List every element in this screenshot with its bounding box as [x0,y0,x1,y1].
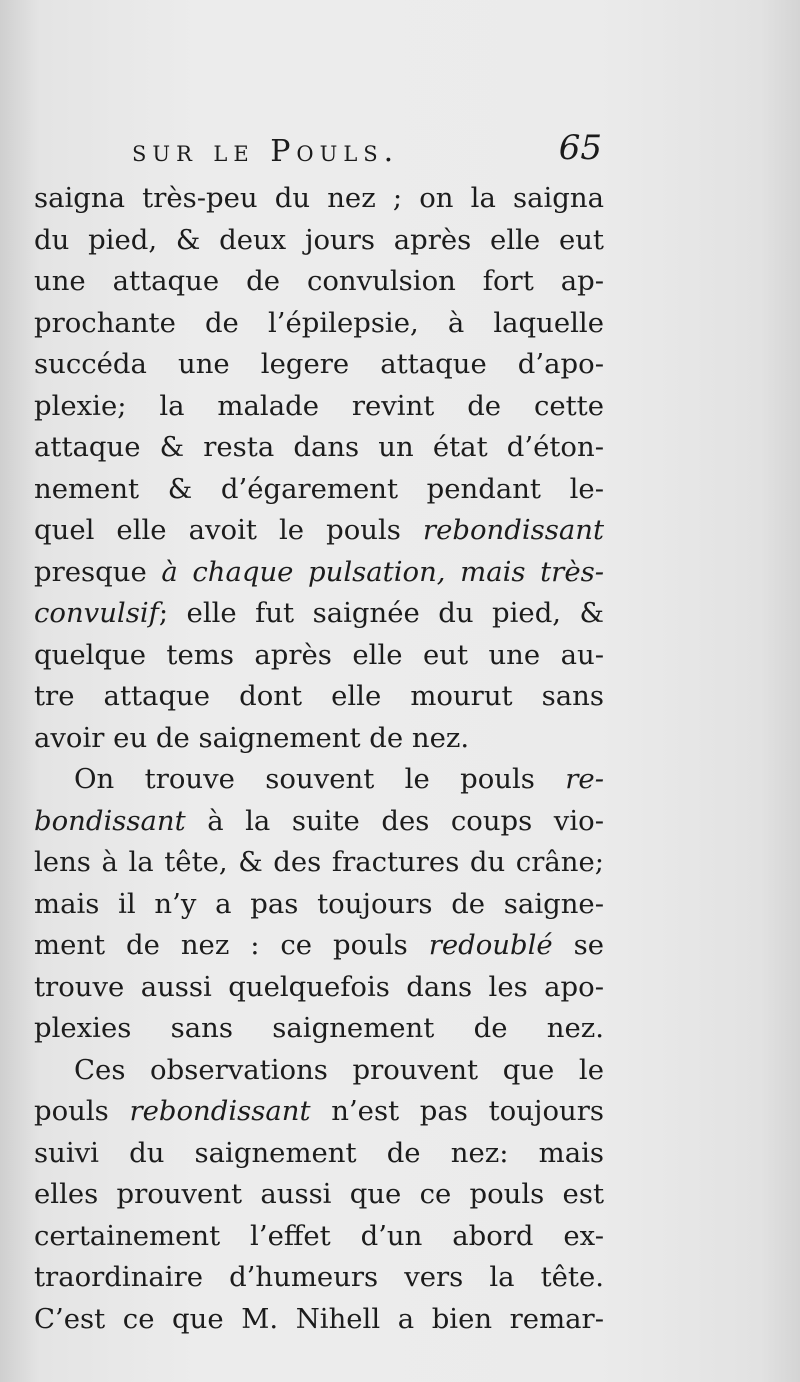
text-line [34,759,604,801]
text-line [34,925,604,967]
text-line [34,801,604,843]
text-segment: presque [34,555,162,588]
text-line [34,676,604,718]
body-text [34,178,604,1340]
text-segment: nement & d’égarement pendant le- [34,472,604,505]
text-segment: prochante de l’épilepsie, à laquelle [34,306,604,339]
text-line [34,552,604,594]
text-segment: pouls [34,1095,130,1127]
text-segment: quelque tems après elle eut une au- [34,638,604,671]
text-line [34,427,604,469]
text-line [34,884,604,926]
text-segment: ment de nez : ce pouls [34,929,429,961]
text-segment: attaque & resta dans un état d’éton- [34,431,604,463]
text-segment: ; elle fut saignée du pied, & [158,597,604,629]
text-line [34,1174,604,1216]
text-segment: tre attaque dont elle mourut sans [34,680,604,712]
text-line [34,1091,604,1133]
text-line [34,718,604,760]
text-line [34,303,604,345]
text-line [34,386,604,428]
text-segment: succéda une legere attaque d’apo- [34,348,604,380]
text-segment: plexie; la malade revint de cette [34,389,604,422]
text-line [34,1257,604,1299]
italic-text: redoublé [428,929,553,961]
text-segment: On trouve souvent le pouls [74,763,566,795]
text-segment: n’est pas toujours [310,1095,604,1127]
italic-text: re- [565,763,604,795]
text-line [34,1050,604,1092]
text-line [34,1008,604,1050]
text-line [34,635,604,677]
running-head: sur le Pouls. [132,134,400,169]
text-segment: du pied, & deux jours après elle eut [34,223,604,256]
text-segment: suivi du saignement de nez: mais [34,1136,604,1169]
text-line [34,469,604,511]
text-line [34,1216,604,1258]
italic-text: rebondissant [129,1095,311,1127]
text-segment: Ces observations prouvent que le [74,1053,604,1086]
page-header [132,128,602,178]
text-segment: mais il n’y a pas toujours de saigne- [34,887,604,920]
italic-text: bondissant [34,804,186,837]
text-segment: trouve aussi quelquefois dans les apo- [34,970,604,1003]
text-segment: saigna très-peu du nez ; on la saigna [34,182,604,214]
text-line [34,967,604,1009]
text-line [34,1299,604,1341]
italic-text: rebondissant [422,514,604,546]
text-segment: se [552,929,604,961]
text-segment: avoir eu de saignement de nez. [34,721,470,754]
text-line [34,220,604,262]
text-segment: certainement l’effet d’un abord ex- [34,1219,604,1252]
text-line [34,510,604,552]
text-segment: à la suite des coups vio- [185,804,604,837]
text-segment: C’est ce que M. Nihell a bien remar- [34,1302,604,1335]
text-segment: quel elle avoit le pouls [34,514,423,546]
text-line [34,593,604,635]
text-line [34,261,604,303]
text-line [34,178,604,220]
text-line [34,344,604,386]
text-segment: plexies sans saignement de nez. [34,1012,604,1044]
text-segment: traordinaire d’humeurs vers la tête. [34,1261,604,1293]
italic-text: convulsif [34,597,159,629]
text-segment: lens à la tête, & des fractures du crâne; [34,846,604,878]
italic-text: à chaque pulsation, mais très- [161,555,604,588]
text-line [34,1133,604,1175]
page-number: 65 [558,128,602,168]
text-line [34,842,604,884]
text-segment: une attaque de convulsion fort ap- [34,265,604,297]
text-segment: elles prouvent aussi que ce pouls est [34,1178,604,1210]
